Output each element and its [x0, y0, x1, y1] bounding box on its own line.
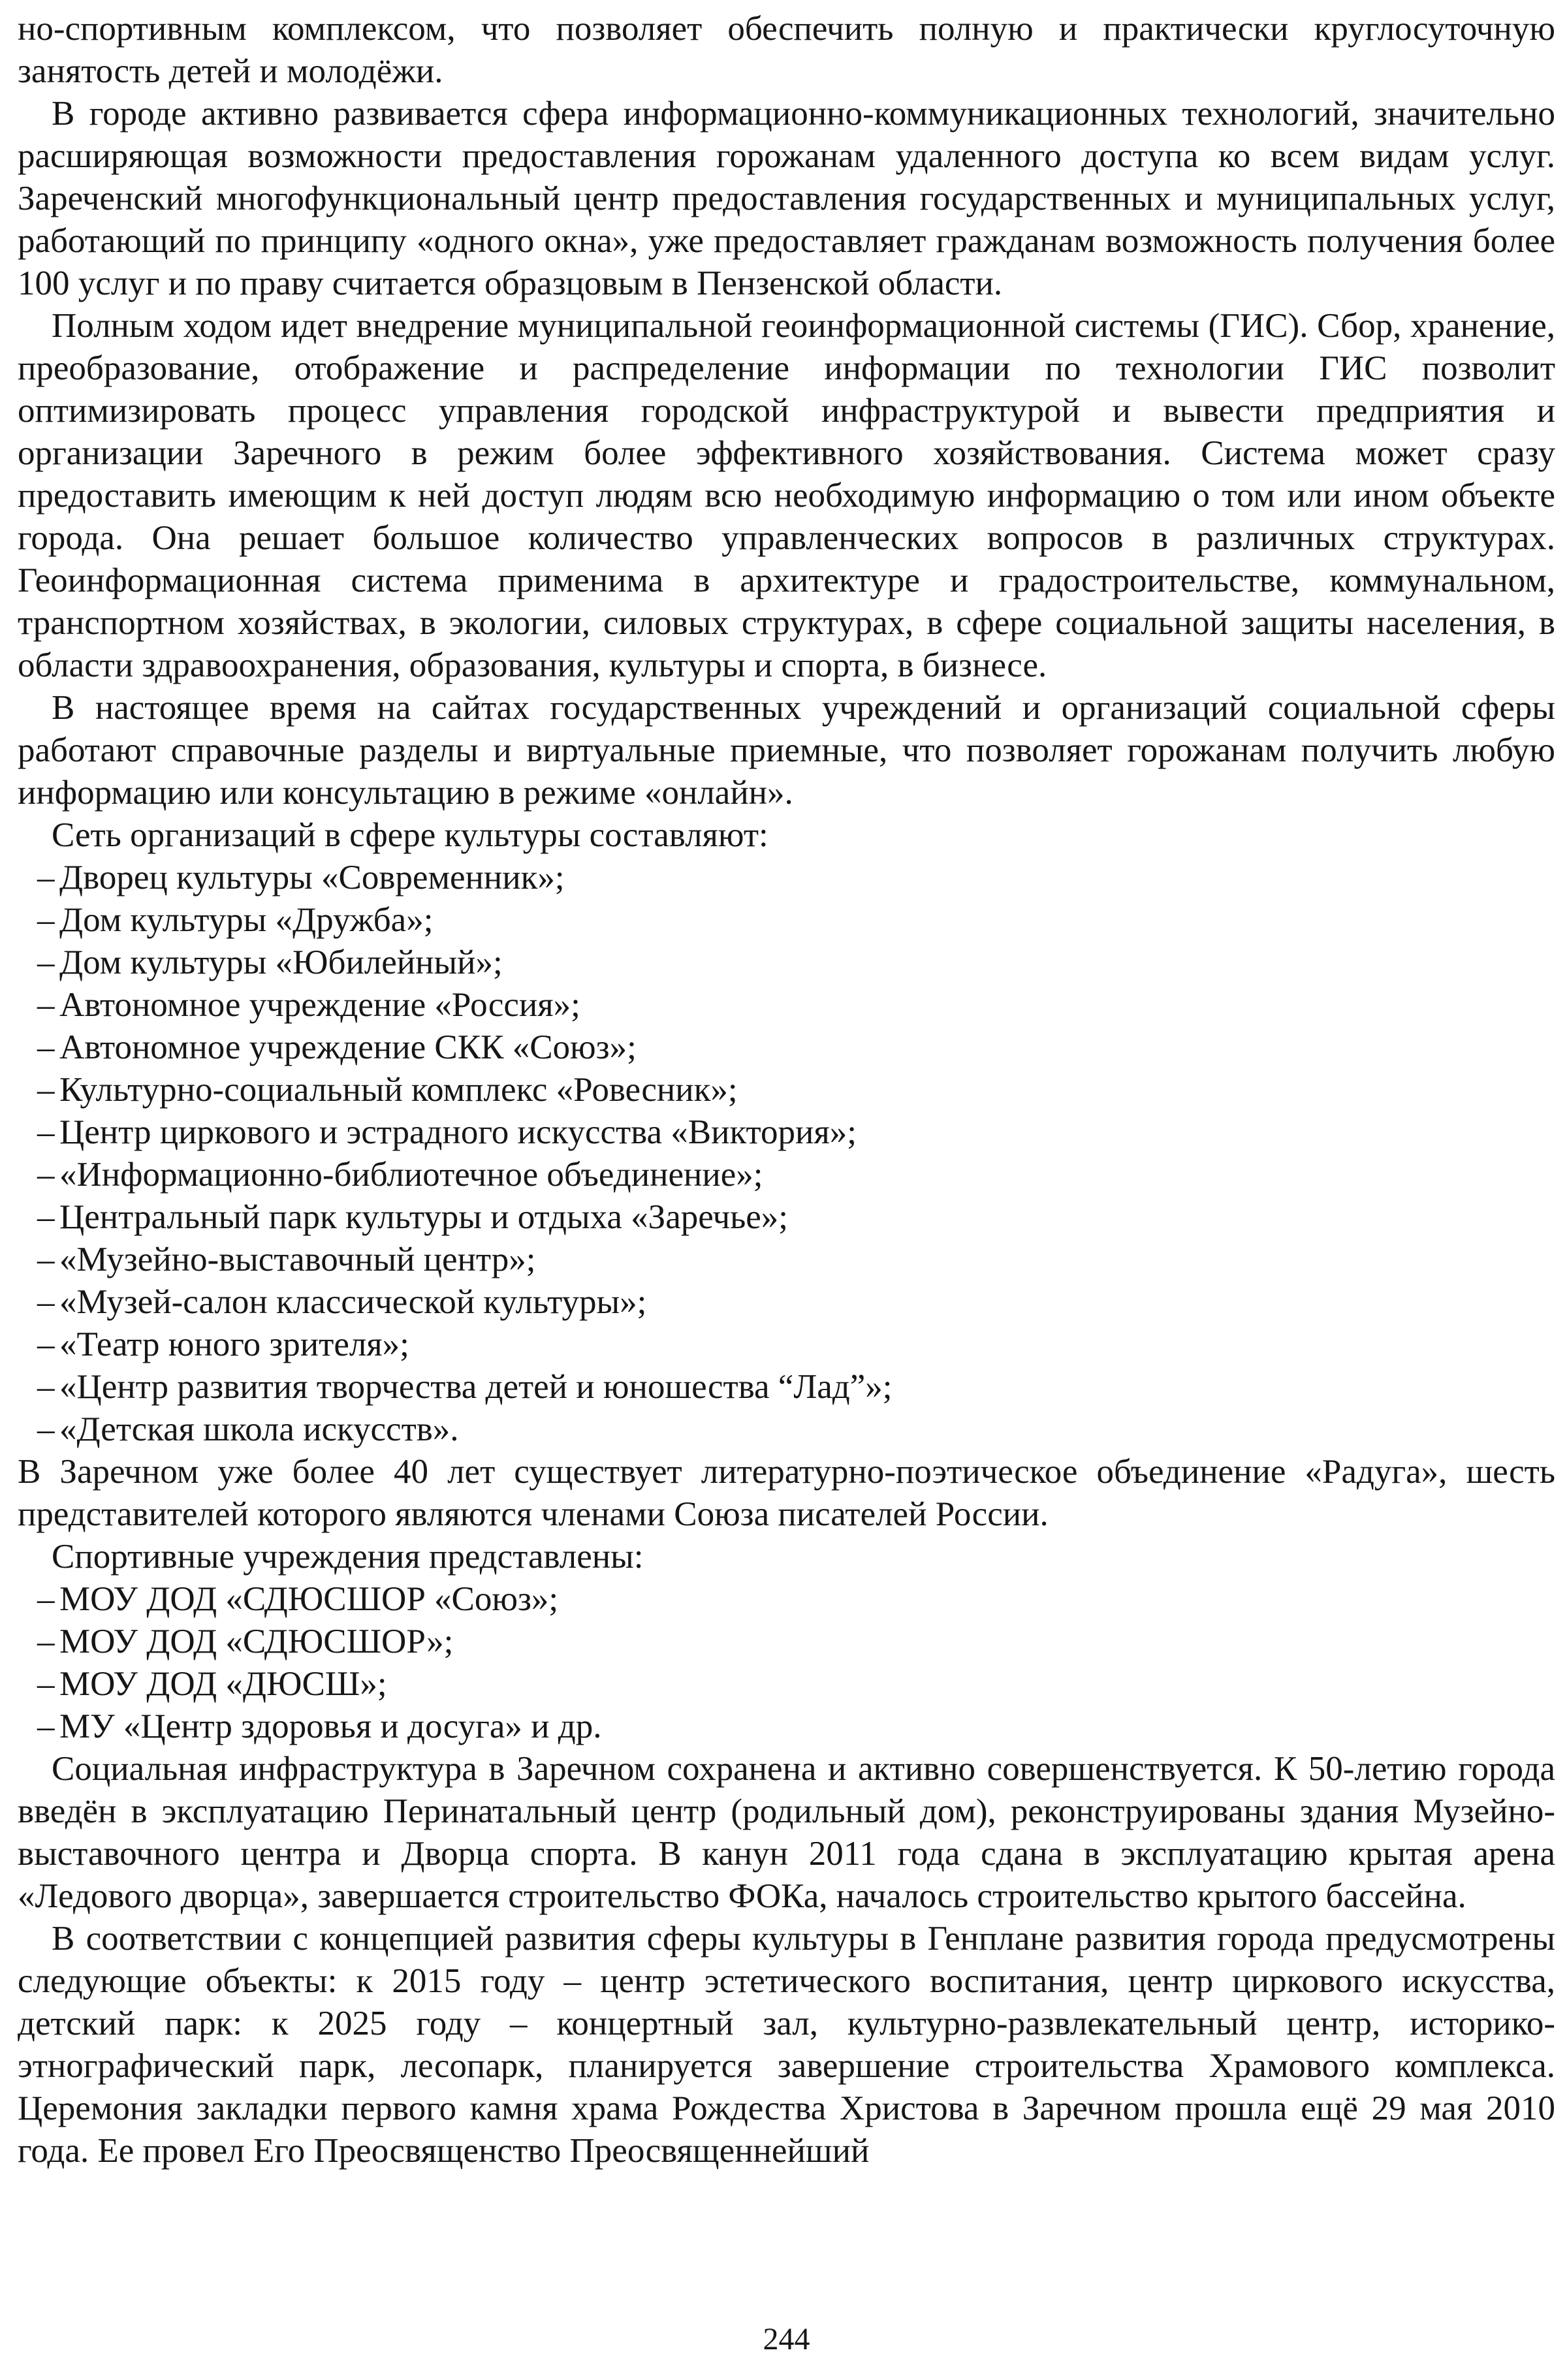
list-dash: –: [37, 1368, 55, 1406]
list-item: [18, 1324, 1555, 1366]
paragraph: Социальная инфраструктура в Заречном сохранена и активно совершенствуется. К 50-летию города введён в эксплуатацию Перинатальный центр (родильный дом), реконструированы здания Музейно-выставочного центра и Дворца спорта. В канун 2011 года сдана в эксплуатацию крытая арена «Ледового дворца», завершается строительство ФОКа, началось строительство крытого бассейна.: [18, 1750, 1555, 1915]
body-text: [18, 8, 1555, 2172]
list-item: [18, 1578, 1555, 1621]
list-dash: –: [37, 944, 55, 981]
list-dash: –: [37, 1113, 55, 1151]
paragraph: В настоящее время на сайтах государственных учреждений и организаций социальной сферы работают справочные разделы и виртуальные приемные, что позволяет горожанам получить любую информацию или консультацию в режиме «онлайн».: [18, 689, 1555, 812]
list-item: [18, 899, 1555, 942]
list-dash: –: [37, 859, 55, 896]
list-item: [18, 1111, 1555, 1154]
list-item-text: «Музейно-выставочный центр»;: [59, 1241, 536, 1278]
list-item: [18, 1239, 1555, 1281]
list-item-text: «Театр юного зрителя»;: [59, 1325, 409, 1363]
list-dash: –: [37, 1707, 55, 1745]
list-dash: –: [37, 1325, 55, 1363]
list-item-text: Автономное учреждение СКК «Союз»;: [59, 1028, 637, 1066]
list-item: [18, 1196, 1555, 1239]
list-dash: –: [37, 1665, 55, 1703]
list-item: [18, 1026, 1555, 1069]
list-dash: –: [37, 1241, 55, 1278]
culture-organizations-list: [18, 857, 1555, 1451]
list-dash: –: [37, 1283, 55, 1321]
list-dash: –: [37, 901, 55, 939]
list-item: [18, 1621, 1555, 1663]
list-item-text: Дворец культуры «Современник»;: [59, 859, 565, 896]
list-item: [18, 942, 1555, 984]
list-item: [18, 857, 1555, 899]
list-dash: –: [37, 1198, 55, 1236]
list-item-text: «Музей-салон классической культуры»;: [59, 1283, 647, 1321]
list-item-text: МУ «Центр здоровья и досуга» и др.: [59, 1707, 602, 1745]
paragraph: Полным ходом идет внедрение муниципальной геоинформационной системы (ГИС). Сбор, хранение, преобразование, отображение и распределение информации по технологии ГИС позволит оптимизировать процесс управления городской инфраструктурой и вывести предприятия и организации Заречного в режим более эффективного хозяйствования. Система может сразу предоставить имеющим к ней доступ людям всю необходимую информацию о том или ином объекте города. Она решает большое количество управленческих вопросов в различных структурах. Геоинформационная система применима в архитектуре и градостроительстве, коммунальном, транспортном хозяйствах, в экологии, силовых структурах, в сфере социальной защиты населения, в области здравоохранения, образования, культуры и спорта, в бизнесе.: [18, 307, 1555, 684]
list-item-text: Дом культуры «Юбилейный»;: [59, 944, 503, 981]
list-dash: –: [37, 1028, 55, 1066]
paragraph: В соответствии с концепцией развития сферы культуры в Генплане развития города предусмотрены следующие объекты: к 2015 году – центр эстетического воспитания, центр циркового искусства, детский парк: к 2025 году – концертный зал, культурно-развлекательный центр, историко-этнографический парк, лесопарк, планируется завершение строительства Храмового комплекса. Церемония закладки первого камня храма Рождества Христова в Заречном прошла ещё 29 мая 2010 года. Ее провел Его Преосвященство Преосвященнейший: [18, 1920, 1555, 2170]
list-dash: –: [37, 1156, 55, 1194]
list-item-text: Центральный парк культуры и отдыха «Заречье»;: [59, 1198, 789, 1236]
list-item-text: МОУ ДОД «ДЮСШ»;: [59, 1665, 387, 1703]
list-dash: –: [37, 1071, 55, 1109]
list-item: [18, 1663, 1555, 1706]
paragraph: В Заречном уже более 40 лет существует литературно-поэтическое объединение «Радуга», шесть представителей которого являются членами Союза писателей России.: [18, 1453, 1555, 1533]
paragraph-list-intro: Спортивные учреждения представлены:: [52, 1538, 644, 1576]
page-number: 244: [763, 2322, 810, 2356]
sport-institutions-list: [18, 1578, 1555, 1748]
list-item: [18, 1281, 1555, 1324]
paragraph: В городе активно развивается сфера информационно-коммуникационных технологий, значительно расширяющая возможности предоставления горожанам удаленного доступа ко всем видам услуг. Зареченский многофункциональный центр предоставления государственных и муниципальных услуг, работающий по принципу «одного окна», уже предоставляет гражданам возможность получения более 100 услуг и по праву считается образцовым в Пензенской области.: [18, 95, 1555, 302]
list-item-text: Автономное учреждение «Россия»;: [59, 986, 580, 1024]
list-item: [18, 1366, 1555, 1408]
page-footer: [18, 2321, 1555, 2380]
list-dash: –: [37, 986, 55, 1024]
list-item: [18, 1069, 1555, 1111]
list-item-text: «Детская школа искусств».: [59, 1410, 459, 1448]
list-item: [18, 1706, 1555, 1748]
list-item: [18, 1154, 1555, 1196]
list-item-text: «Центр развития творчества детей и юношества “Лад”»;: [59, 1368, 893, 1406]
list-item-text: Центр циркового и эстрадного искусства «Виктория»;: [59, 1113, 857, 1151]
list-item-text: МОУ ДОД «СДЮСШОР»;: [59, 1623, 454, 1660]
list-dash: –: [37, 1580, 55, 1618]
list-item-text: Культурно-социальный комплекс «Ровесник»;: [59, 1071, 738, 1109]
list-item-text: «Информационно-библиотечное объединение»;: [59, 1156, 763, 1194]
paragraph-list-intro: Сеть организаций в сфере культуры составляют:: [52, 816, 768, 854]
list-item-text: МОУ ДОД «СДЮСШОР «Союз»;: [59, 1580, 559, 1618]
list-item-text: Дом культуры «Дружба»;: [59, 901, 434, 939]
list-item: [18, 1408, 1555, 1451]
list-item: [18, 984, 1555, 1026]
paragraph-continuation: но-спортивным комплексом, что позволяет обеспечить полную и практически круглосуточную занятость детей и молодёжи.: [18, 10, 1555, 90]
list-dash: –: [37, 1410, 55, 1448]
list-dash: –: [37, 1623, 55, 1660]
